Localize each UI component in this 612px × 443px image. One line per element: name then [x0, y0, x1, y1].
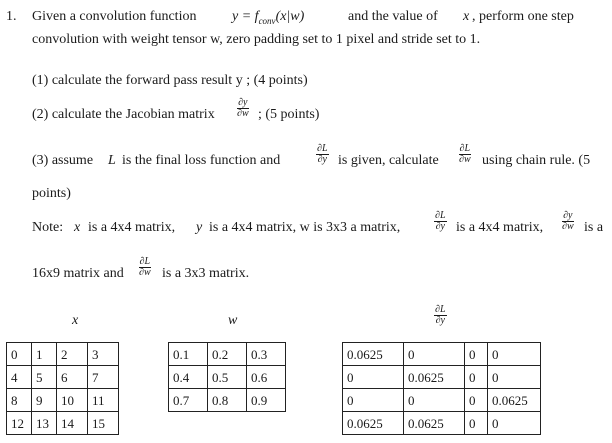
note-label: Note:	[32, 220, 64, 235]
table-row	[343, 412, 541, 435]
note-text-e: is a	[584, 220, 604, 235]
line1-text-b: and the value of	[348, 9, 438, 24]
frac-den: ∂w	[139, 267, 151, 278]
part2-text-b: ; (5 points)	[258, 107, 320, 122]
note-text-g: is a 3x3 matrix.	[162, 266, 250, 281]
table-cell: 0.3	[247, 343, 286, 366]
table-cell: 4	[7, 366, 32, 389]
table-row	[169, 389, 286, 412]
frac-num: ∂L	[459, 143, 471, 154]
table-row	[7, 412, 119, 435]
line1-equation	[232, 8, 304, 30]
table-row	[343, 366, 541, 389]
line1-x: x	[463, 9, 470, 24]
frac-num: ∂y	[563, 210, 573, 221]
note-text-b: is a 4x4 matrix,	[88, 220, 176, 235]
table-row	[343, 389, 541, 412]
table-row	[7, 389, 119, 412]
table-cell: 14	[57, 412, 88, 435]
eq-sub: conv	[258, 15, 276, 26]
table-cell: 13	[32, 412, 57, 435]
frac-den: ∂y	[317, 154, 327, 165]
table-cell: 0	[488, 412, 541, 435]
table-cell: 10	[57, 389, 88, 412]
table-cell: 0	[7, 343, 32, 366]
table-cell: 7	[88, 366, 119, 389]
table-cell: 3	[88, 343, 119, 366]
table-cell: 0.7	[169, 389, 208, 412]
table-cell: 0.4	[169, 366, 208, 389]
frac-den: ∂w	[562, 221, 574, 232]
table-cell: 0	[465, 389, 488, 412]
table-cell: 0.1	[169, 343, 208, 366]
table-row	[169, 343, 286, 366]
frac-den: ∂y	[435, 221, 445, 232]
x-matrix-table	[6, 342, 119, 435]
table-cell: 0.0625	[343, 412, 404, 435]
table-cell: 0	[488, 366, 541, 389]
table-cell: 0.0625	[488, 389, 541, 412]
table-cell: 2	[57, 343, 88, 366]
line2-text: convolution with weight tensor w, zero padding set to 1 pixel and stride set to 1.	[32, 32, 481, 47]
eq-lhs: y = f	[232, 9, 259, 24]
part2-text-a: (2) calculate the Jacobian matrix	[32, 107, 215, 122]
note-x: x	[74, 220, 81, 235]
table-cell: 12	[7, 412, 32, 435]
note-dL-dw-fraction	[138, 257, 152, 278]
part3-text-e: points)	[32, 186, 71, 201]
dy-dw-fraction	[236, 98, 250, 119]
frac-num: ∂L	[139, 256, 151, 267]
dL-dy-fraction	[316, 144, 329, 165]
note-text-c: is a 4x4 matrix, w is 3x3 a matrix,	[209, 220, 401, 235]
table-cell: 1	[32, 343, 57, 366]
part3-text-b: is the final loss function and	[122, 153, 281, 168]
part3-text-d: using chain rule. (5	[482, 153, 591, 168]
table-cell: 0.5	[208, 366, 247, 389]
dL-dy-matrix-label	[434, 305, 447, 326]
frac-num: ∂L	[435, 210, 446, 221]
part3-text-c: is given, calculate	[338, 153, 439, 168]
table-row	[7, 366, 119, 389]
dL-dy-matrix-table	[342, 342, 541, 435]
table-cell: 0.0625	[343, 343, 404, 366]
part3-L: L	[108, 153, 116, 168]
table-cell: 0	[465, 343, 488, 366]
note-text-f: 16x9 matrix and	[32, 266, 124, 281]
note-dy-dw-fraction	[561, 211, 575, 232]
table-cell: 0.9	[247, 389, 286, 412]
table-cell: 0.2	[208, 343, 247, 366]
table-cell: 11	[88, 389, 119, 412]
table-cell: 0	[343, 366, 404, 389]
frac-den: ∂w	[237, 108, 249, 119]
frac-num: ∂L	[317, 143, 328, 154]
note-text-d: is a 4x4 matrix,	[456, 220, 544, 235]
frac-den: ∂y	[435, 315, 445, 326]
table-cell: 0	[465, 412, 488, 435]
part1-text: (1) calculate the forward pass result y ; (4 points)	[32, 73, 308, 88]
table-row	[7, 343, 119, 366]
table-cell: 0	[404, 343, 465, 366]
table-cell: 6	[57, 366, 88, 389]
table-cell: 5	[32, 366, 57, 389]
part3-text-a: (3) assume	[32, 153, 94, 168]
table-cell: 0.8	[208, 389, 247, 412]
line1-text-a: Given a convolution function	[32, 9, 197, 24]
table-row	[343, 343, 541, 366]
w-matrix-label: w	[228, 313, 238, 328]
table-cell: 9	[32, 389, 57, 412]
note-y: y	[196, 220, 203, 235]
frac-num: ∂y	[238, 97, 248, 108]
table-cell: 0.0625	[404, 412, 465, 435]
line1-text-c: , perform one step	[472, 9, 574, 24]
table-cell: 0	[488, 343, 541, 366]
table-cell: 0.0625	[404, 366, 465, 389]
question-number: 1.	[6, 9, 17, 24]
frac-den: ∂w	[459, 154, 471, 165]
table-cell: 8	[7, 389, 32, 412]
table-cell: 15	[88, 412, 119, 435]
table-cell: 0	[404, 389, 465, 412]
table-row	[169, 366, 286, 389]
table-cell: 0.6	[247, 366, 286, 389]
dL-dw-fraction	[458, 144, 472, 165]
x-matrix-label: x	[72, 313, 79, 328]
eq-arg: (x|w)	[275, 9, 305, 24]
w-matrix-table	[168, 342, 286, 412]
table-cell: 0	[343, 389, 404, 412]
note-dL-dy-fraction	[434, 211, 447, 232]
frac-num: ∂L	[435, 304, 446, 315]
table-cell: 0	[465, 366, 488, 389]
